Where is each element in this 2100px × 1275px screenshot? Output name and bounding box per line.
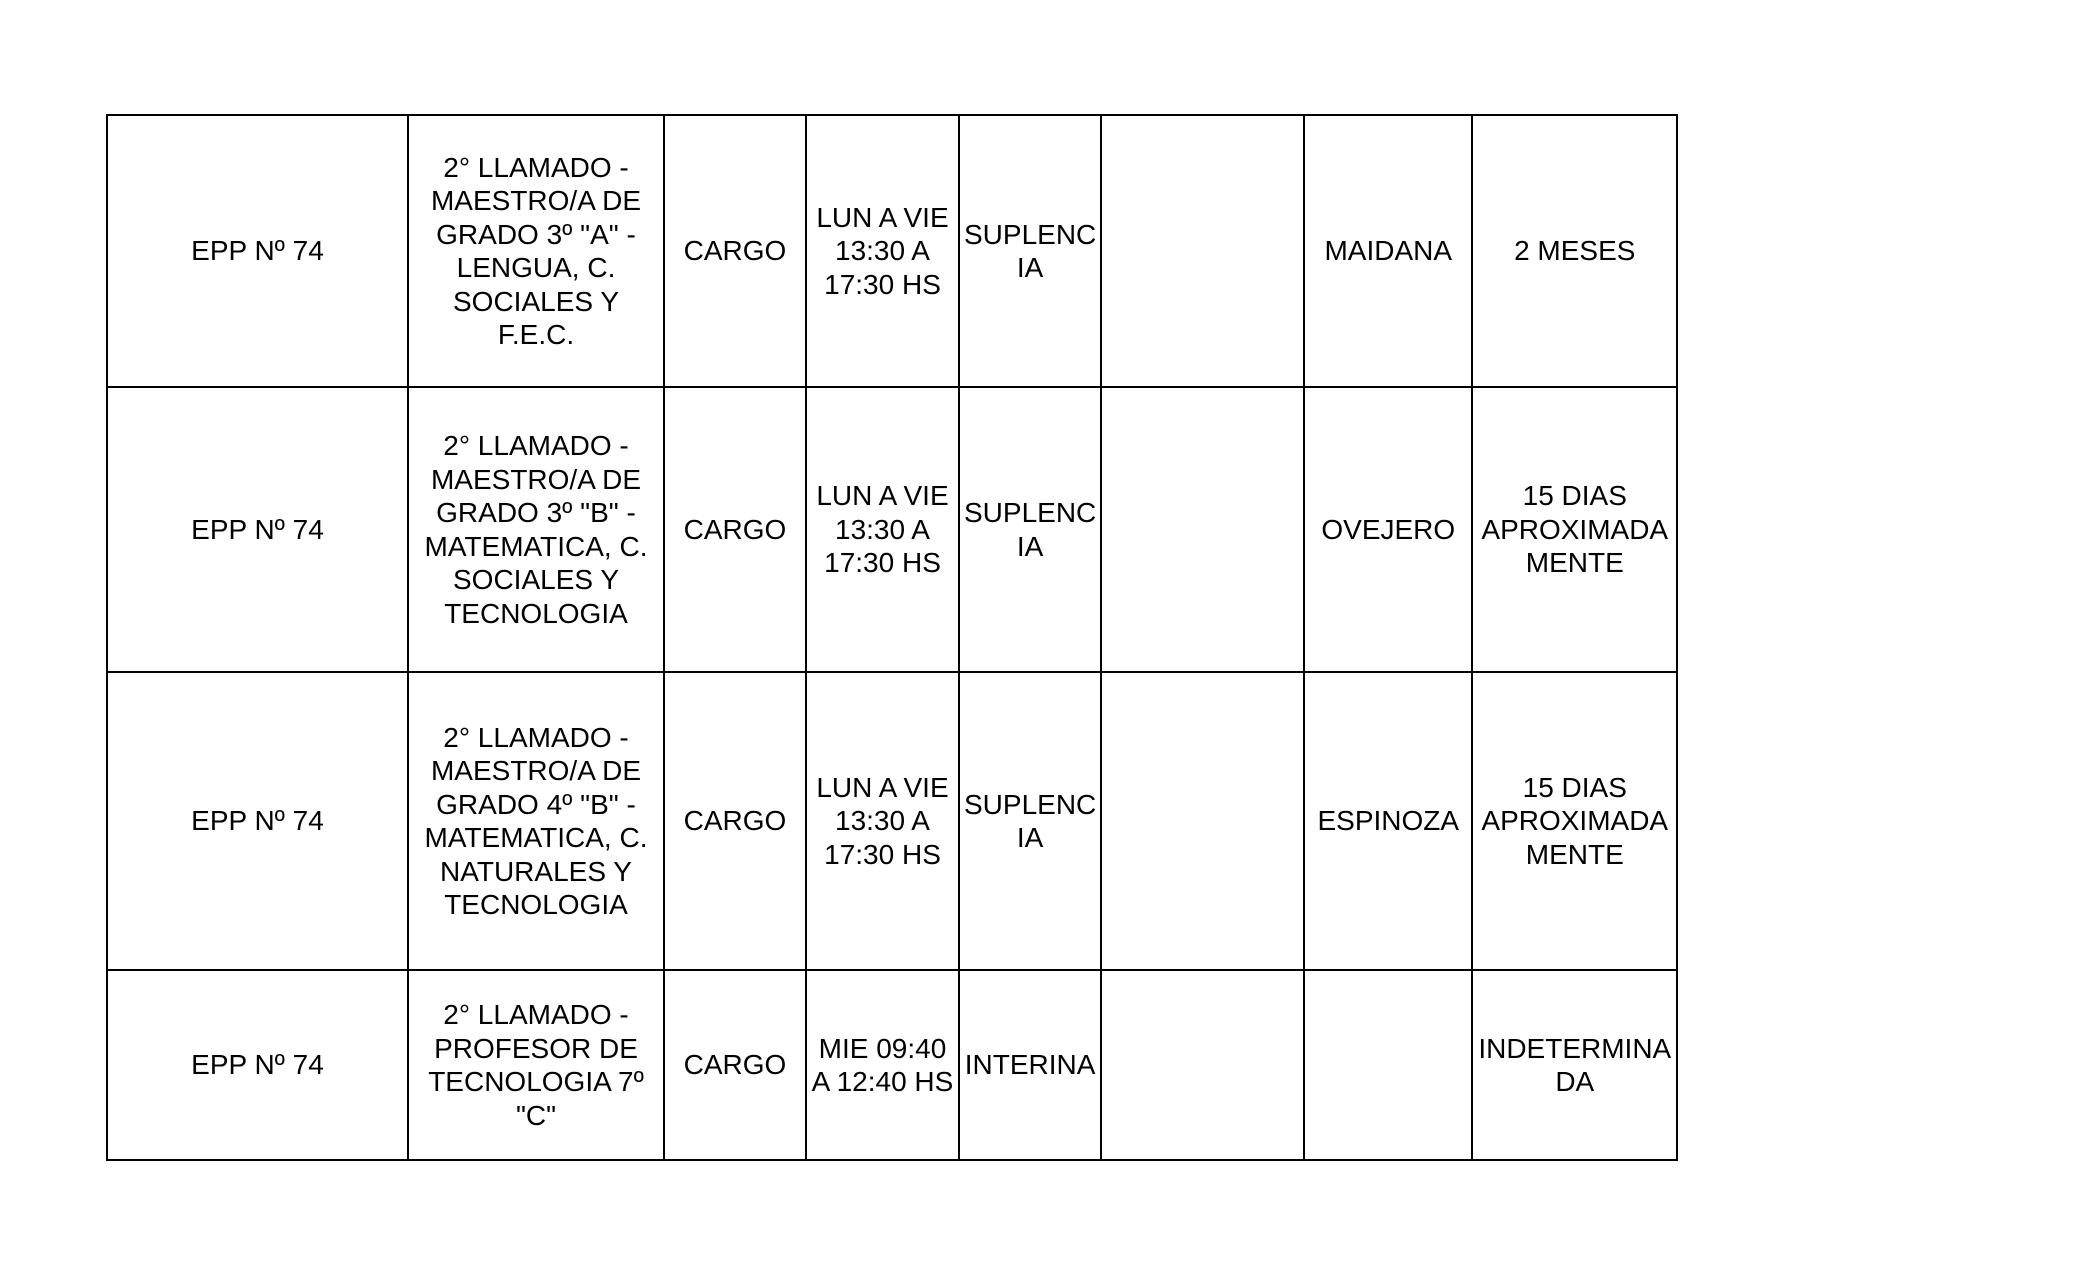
schedule-cell: LUN A VIE 13:30 A 17:30 HS: [806, 387, 959, 672]
schedule-cell: MIE 09:40 A 12:40 HS: [806, 970, 959, 1160]
type-cell: CARGO: [664, 115, 806, 387]
empty-cell: [1101, 387, 1304, 672]
empty-cell: [1101, 672, 1304, 970]
teacher-cell: OVEJERO: [1304, 387, 1472, 672]
duration-cell: 2 MESES: [1472, 115, 1677, 387]
call-description-cell: 2° LLAMADO - MAESTRO/A DE GRADO 3º "A" - LENGUA, C. SOCIALES Y F.E.C.: [408, 115, 664, 387]
type-cell: CARGO: [664, 970, 806, 1160]
teacher-cell: [1304, 970, 1472, 1160]
table-row: [107, 387, 1677, 672]
status-cell: SUPLENC IA: [959, 387, 1101, 672]
empty-cell: [1101, 970, 1304, 1160]
table-row: [107, 970, 1677, 1160]
school-cell: EPP Nº 74: [107, 672, 408, 970]
call-description-cell: 2° LLAMADO - MAESTRO/A DE GRADO 4º "B" - MATEMATICA, C. NATURALES Y TECNOLOGIA: [408, 672, 664, 970]
empty-cell: [1101, 115, 1304, 387]
duration-cell: 15 DIAS APROXIMADA MENTE: [1472, 387, 1677, 672]
call-description-cell: 2° LLAMADO - PROFESOR DE TECNOLOGIA 7º "C": [408, 970, 664, 1160]
schedule-cell: LUN A VIE 13:30 A 17:30 HS: [806, 115, 959, 387]
school-cell: EPP Nº 74: [107, 970, 408, 1160]
call-description-cell: 2° LLAMADO - MAESTRO/A DE GRADO 3º "B" - MATEMATICA, C. SOCIALES Y TECNOLOGIA: [408, 387, 664, 672]
teacher-cell: ESPINOZA: [1304, 672, 1472, 970]
vacancies-table: [106, 114, 1678, 1161]
type-cell: CARGO: [664, 672, 806, 970]
table-row: [107, 115, 1677, 387]
school-cell: EPP Nº 74: [107, 387, 408, 672]
status-cell: INTERINA: [959, 970, 1101, 1160]
school-cell: EPP Nº 74: [107, 115, 408, 387]
table-row: [107, 672, 1677, 970]
schedule-cell: LUN A VIE 13:30 A 17:30 HS: [806, 672, 959, 970]
duration-cell: INDETERMINA DA: [1472, 970, 1677, 1160]
duration-cell: 15 DIAS APROXIMADA MENTE: [1472, 672, 1677, 970]
type-cell: CARGO: [664, 387, 806, 672]
status-cell: SUPLENC IA: [959, 115, 1101, 387]
teacher-cell: MAIDANA: [1304, 115, 1472, 387]
status-cell: SUPLENC IA: [959, 672, 1101, 970]
